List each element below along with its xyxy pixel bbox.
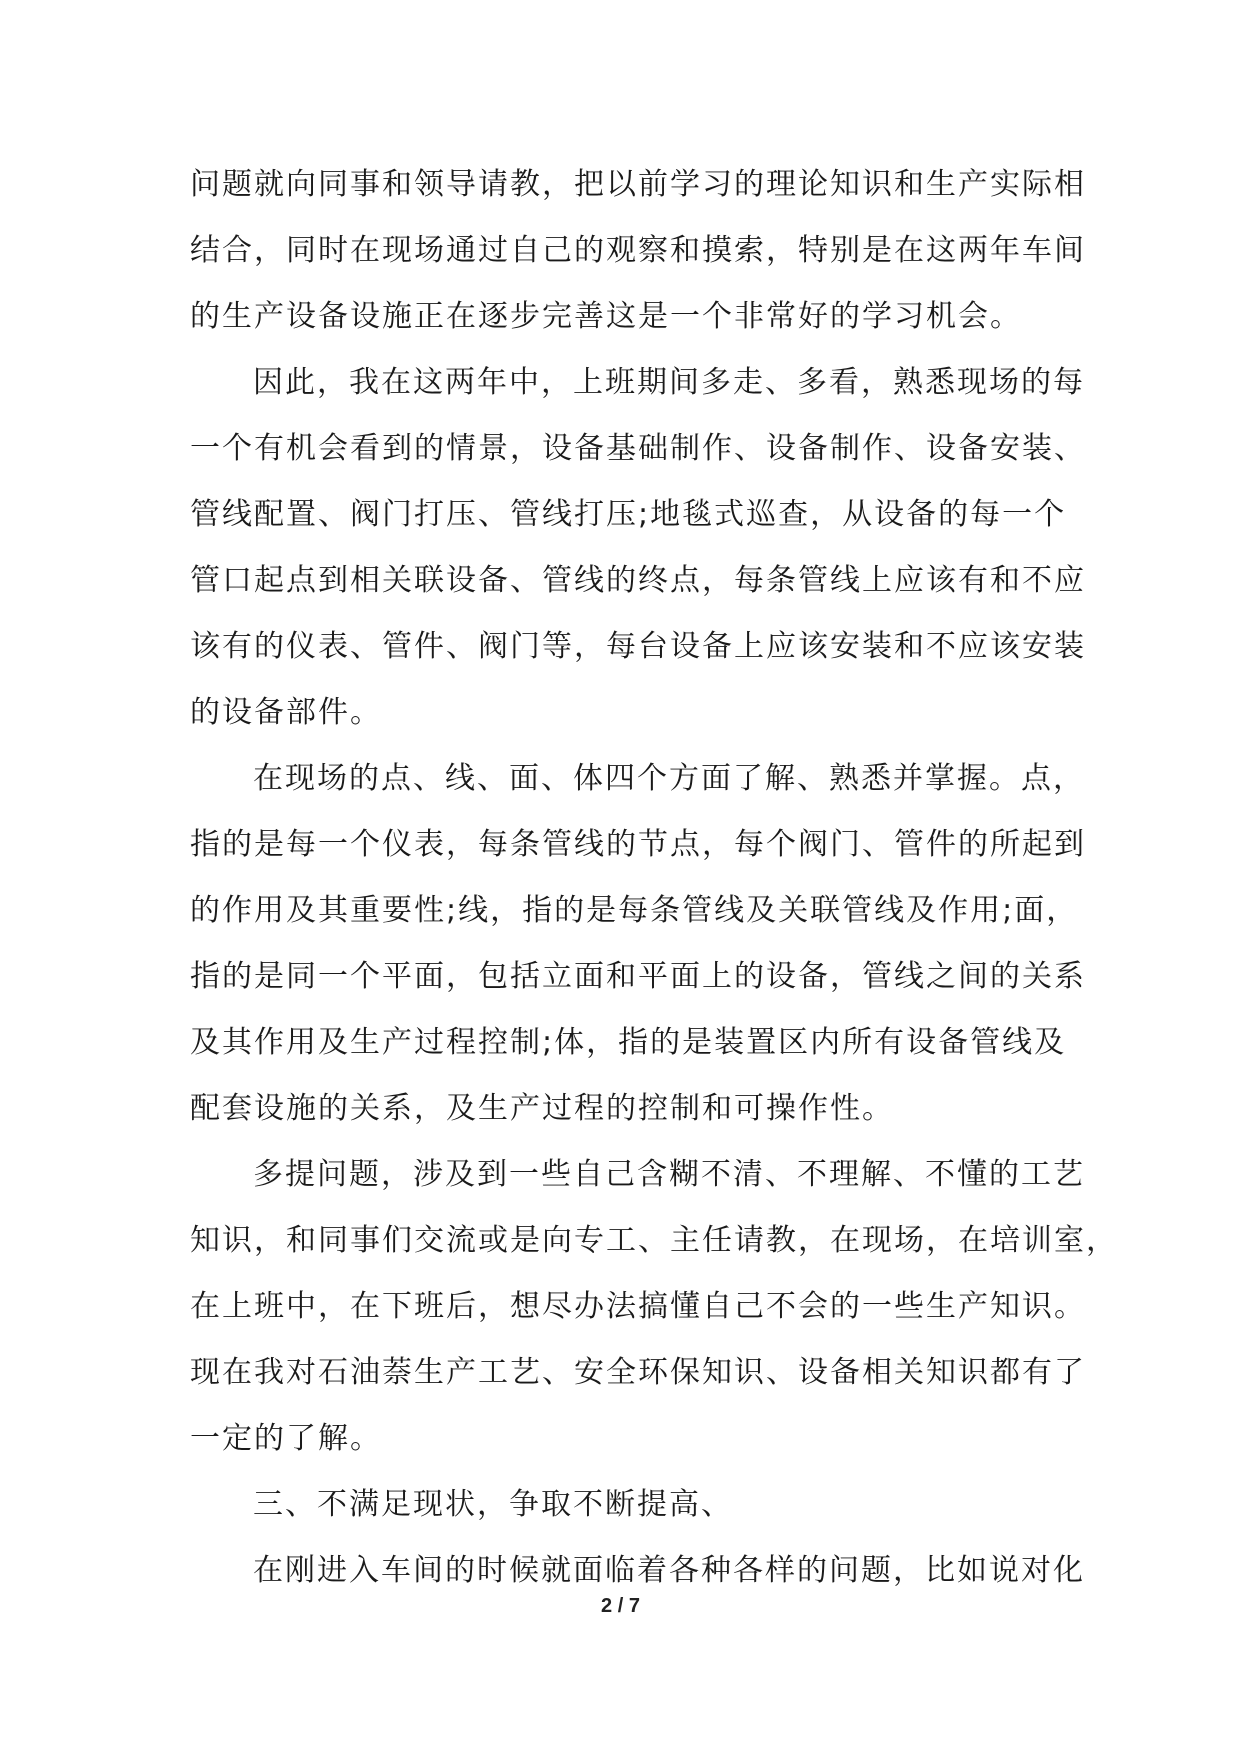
text-line: 知识，和同事们交流或是向专工、主任请教，在现场，在培训室， [190, 1223, 1118, 1258]
section-heading: 三、不满足现状，争取不断提高、 [253, 1487, 733, 1522]
paragraph-start-line: 多提问题，涉及到一些自己含糊不清、不理解、不懂的工艺 [253, 1157, 1085, 1192]
text-line: 的生产设备设施正在逐步完善这是一个非常好的学习机会。 [190, 299, 1022, 334]
paragraph-start-line: 在刚进入车间的时候就面临着各种各样的问题，比如说对化 [253, 1553, 1085, 1588]
text-line: 及其作用及生产过程控制;体，指的是装置区内所有设备管线及 [190, 1025, 1067, 1060]
text-line: 的设备部件。 [190, 695, 382, 730]
text-line: 现在我对石油萘生产工艺、安全环保知识、设备相关知识都有了 [190, 1355, 1086, 1390]
document-body [190, 152, 1118, 1604]
text-line: 结合，同时在现场通过自己的观察和摸索，特别是在这两年车间 [190, 233, 1086, 268]
text-line: 管口起点到相关联设备、管线的终点，每条管线上应该有和不应 [190, 563, 1086, 598]
text-line: 在上班中，在下班后，想尽办法搞懂自己不会的一些生产知识。 [190, 1289, 1086, 1324]
text-line: 指的是每一个仪表，每条管线的节点，每个阀门、管件的所起到 [190, 827, 1086, 862]
text-line: 一个有机会看到的情景，设备基础制作、设备制作、设备安装、 [190, 431, 1086, 466]
text-line: 的作用及其重要性;线，指的是每条管线及关联管线及作用;面， [190, 893, 1079, 928]
paragraph-start-line: 在现场的点、线、面、体四个方面了解、熟悉并掌握。点， [253, 761, 1085, 796]
text-line: 配套设施的关系，及生产过程的控制和可操作性。 [190, 1091, 894, 1126]
text-line: 指的是同一个平面，包括立面和平面上的设备，管线之间的关系 [190, 959, 1086, 994]
page-number: 2 / 7 [601, 1595, 640, 1617]
text-line: 问题就向同事和领导请教，把以前学习的理论知识和生产实际相 [190, 167, 1086, 202]
paragraph-start-line: 因此，我在这两年中，上班期间多走、多看，熟悉现场的每 [253, 365, 1085, 400]
text-line: 该有的仪表、管件、阀门等，每台设备上应该安装和不应该安装 [190, 629, 1086, 664]
text-line: 管线配置、阀门打压、管线打压;地毯式巡查，从设备的每一个 [190, 497, 1067, 532]
text-line: 一定的了解。 [190, 1421, 382, 1456]
